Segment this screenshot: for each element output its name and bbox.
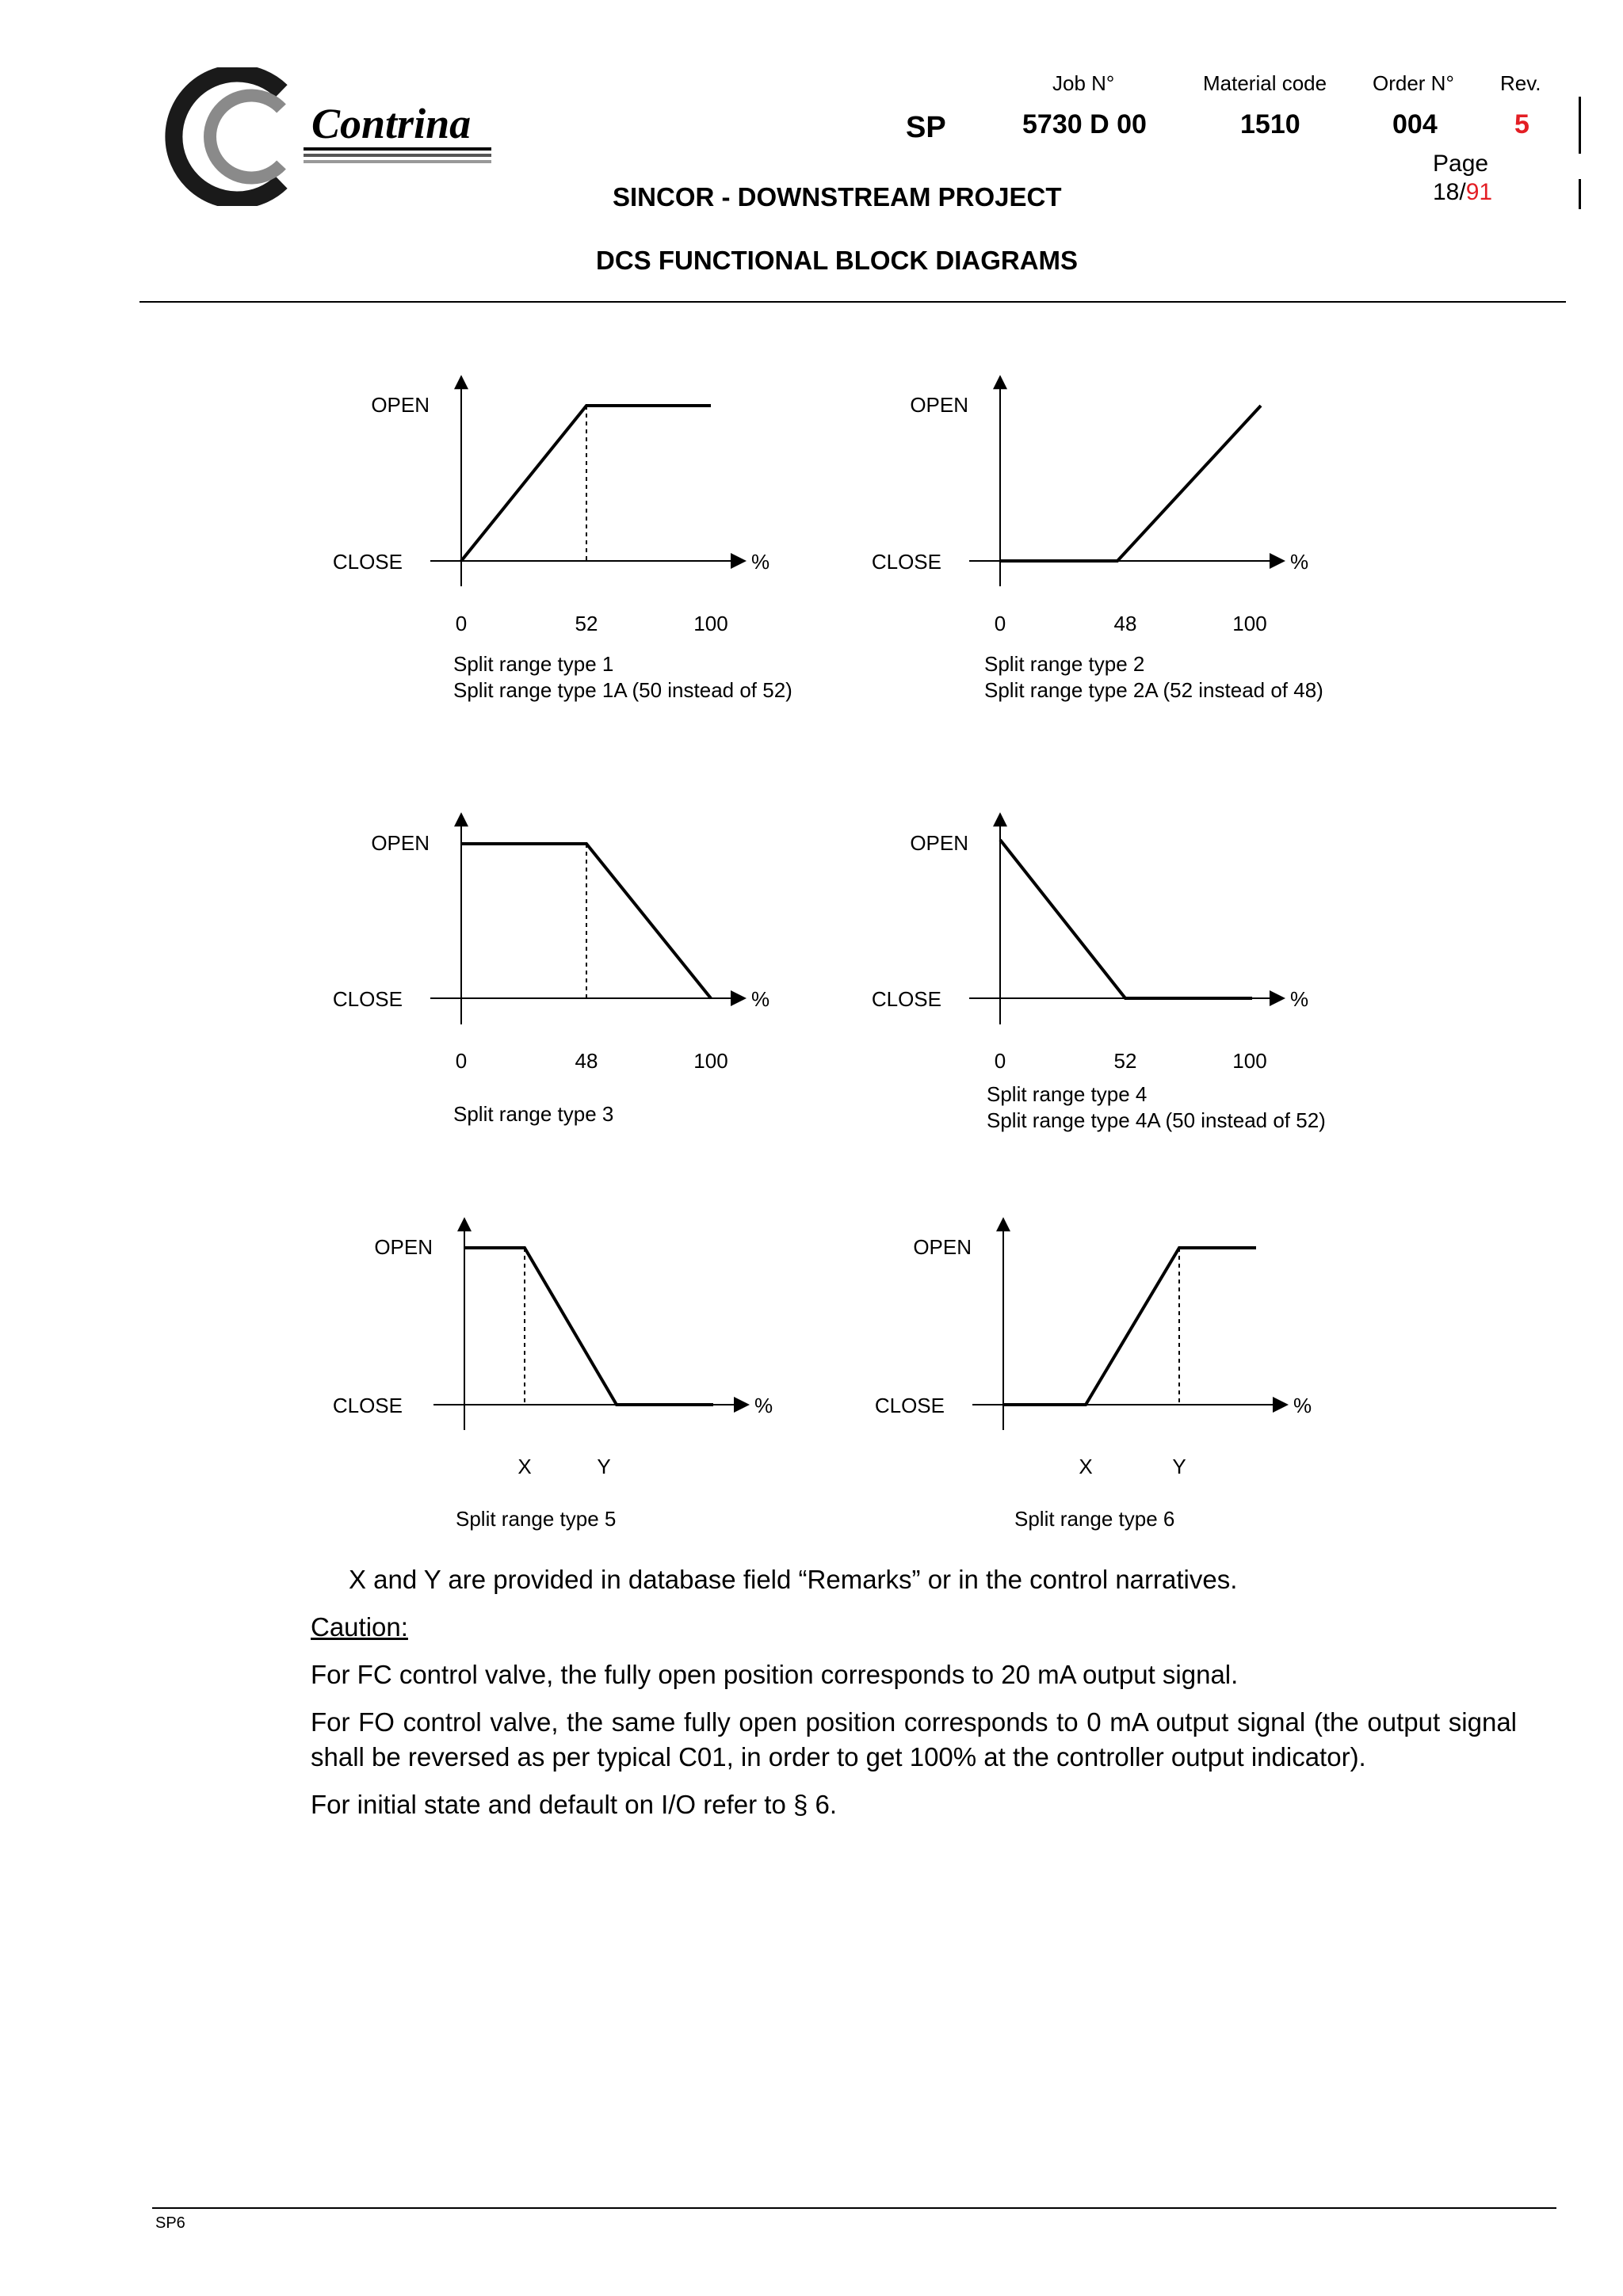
close-label: CLOSE [874,1394,945,1417]
tick-label: 0 [994,612,1006,635]
material-code: 1510 [1240,109,1300,139]
job-number: 5730 D 00 [1022,109,1147,139]
valve-curve [1000,406,1261,561]
fc-valve-note: For FC control valve, the fully open position corresponds to 20 mA output signal. [311,1660,1239,1689]
tick-label: 0 [455,1049,468,1073]
diagram-split-range-5 [333,1219,773,1531]
diagram-split-range-1 [333,376,792,702]
page-total: 91 [1465,179,1493,205]
close-label: CLOSE [332,987,403,1011]
tick-label: 100 [1232,612,1267,635]
close-label: CLOSE [332,550,403,574]
caption-line: Split range type 5 [456,1507,617,1531]
valve-curve [464,1248,713,1405]
tick-label: 52 [575,612,598,635]
open-label: OPEN [910,393,968,417]
percent-label: % [1293,1394,1312,1417]
caption-line: Split range type 2 [984,652,1145,676]
page-current: 18/ [1433,179,1466,205]
page-label: Page [1433,151,1489,177]
caption-line: Split range type 6 [1014,1507,1175,1531]
revision-number: 5 [1514,109,1529,139]
diagram-split-range-2 [872,376,1323,702]
valve-curve [461,406,711,561]
tick-label: X [1079,1455,1093,1478]
tick-label: Y [597,1455,611,1478]
order-label: Order N° [1373,71,1454,95]
tick-label: 0 [994,1049,1006,1073]
open-label: OPEN [371,831,430,855]
caution-heading: Caution: [311,1612,408,1642]
percent-label: % [754,1394,773,1417]
logo-wordmark: Contrina [311,100,472,147]
open-label: OPEN [910,831,968,855]
diagram-split-range-6 [875,1219,1312,1531]
job-label: Job N° [1052,71,1115,95]
close-label: CLOSE [871,987,941,1011]
open-label: OPEN [371,393,430,417]
close-label: CLOSE [871,550,941,574]
valve-curve [461,844,711,998]
document-title: DCS FUNCTIONAL BLOCK DIAGRAMS [596,246,1079,275]
remarks-note: X and Y are provided in database field “Remarks” or in the control narratives. [349,1565,1238,1594]
tick-label: 52 [1113,1049,1137,1073]
caption-line: Split range type 1A (50 instead of 52) [453,678,792,702]
percent-label: % [751,550,770,574]
valve-curve [1000,840,1252,998]
close-label: CLOSE [332,1394,403,1417]
tick-label: Y [1172,1455,1186,1478]
initial-state-note: For initial state and default on I/O refer to § 6. [311,1790,838,1819]
rev-label: Rev. [1500,71,1541,95]
project-title: SINCOR - DOWNSTREAM PROJECT [613,182,1062,212]
tick-label: 48 [575,1049,598,1073]
open-label: OPEN [913,1235,972,1259]
valve-curve [1003,1248,1256,1405]
caption-line: Split range type 4 [987,1082,1148,1106]
material-label: Material code [1203,71,1327,95]
tick-label: 0 [455,612,468,635]
footer-code: SP6 [155,2214,185,2232]
diagram-split-range-4 [872,814,1326,1132]
open-label: OPEN [374,1235,433,1259]
tick-label: 48 [1113,612,1137,635]
caption-line: Split range type 4A (50 instead of 52) [987,1108,1326,1132]
caption-line: Split range type 1 [453,652,614,676]
tick-label: X [517,1455,532,1478]
tick-label: 100 [1232,1049,1267,1073]
order-number: 004 [1392,109,1438,139]
percent-label: % [1290,550,1309,574]
fo-valve-note: For FO control valve, the same fully open position corresponds to 0 mA output signal (the output signal shall be reversed as per typical C01, in order to get 100% at the controller output indicator). [311,1707,1517,1772]
caption-line: Split range type 3 [453,1102,614,1126]
percent-label: % [1290,987,1309,1011]
footer-rule [152,2207,1556,2209]
diagram-split-range-3 [333,814,769,1126]
tick-label: 100 [693,612,728,635]
caption-line: Split range type 2A (52 instead of 48) [984,678,1323,702]
percent-label: % [751,987,770,1011]
doc-prefix: SP [906,111,946,144]
tick-label: 100 [693,1049,728,1073]
